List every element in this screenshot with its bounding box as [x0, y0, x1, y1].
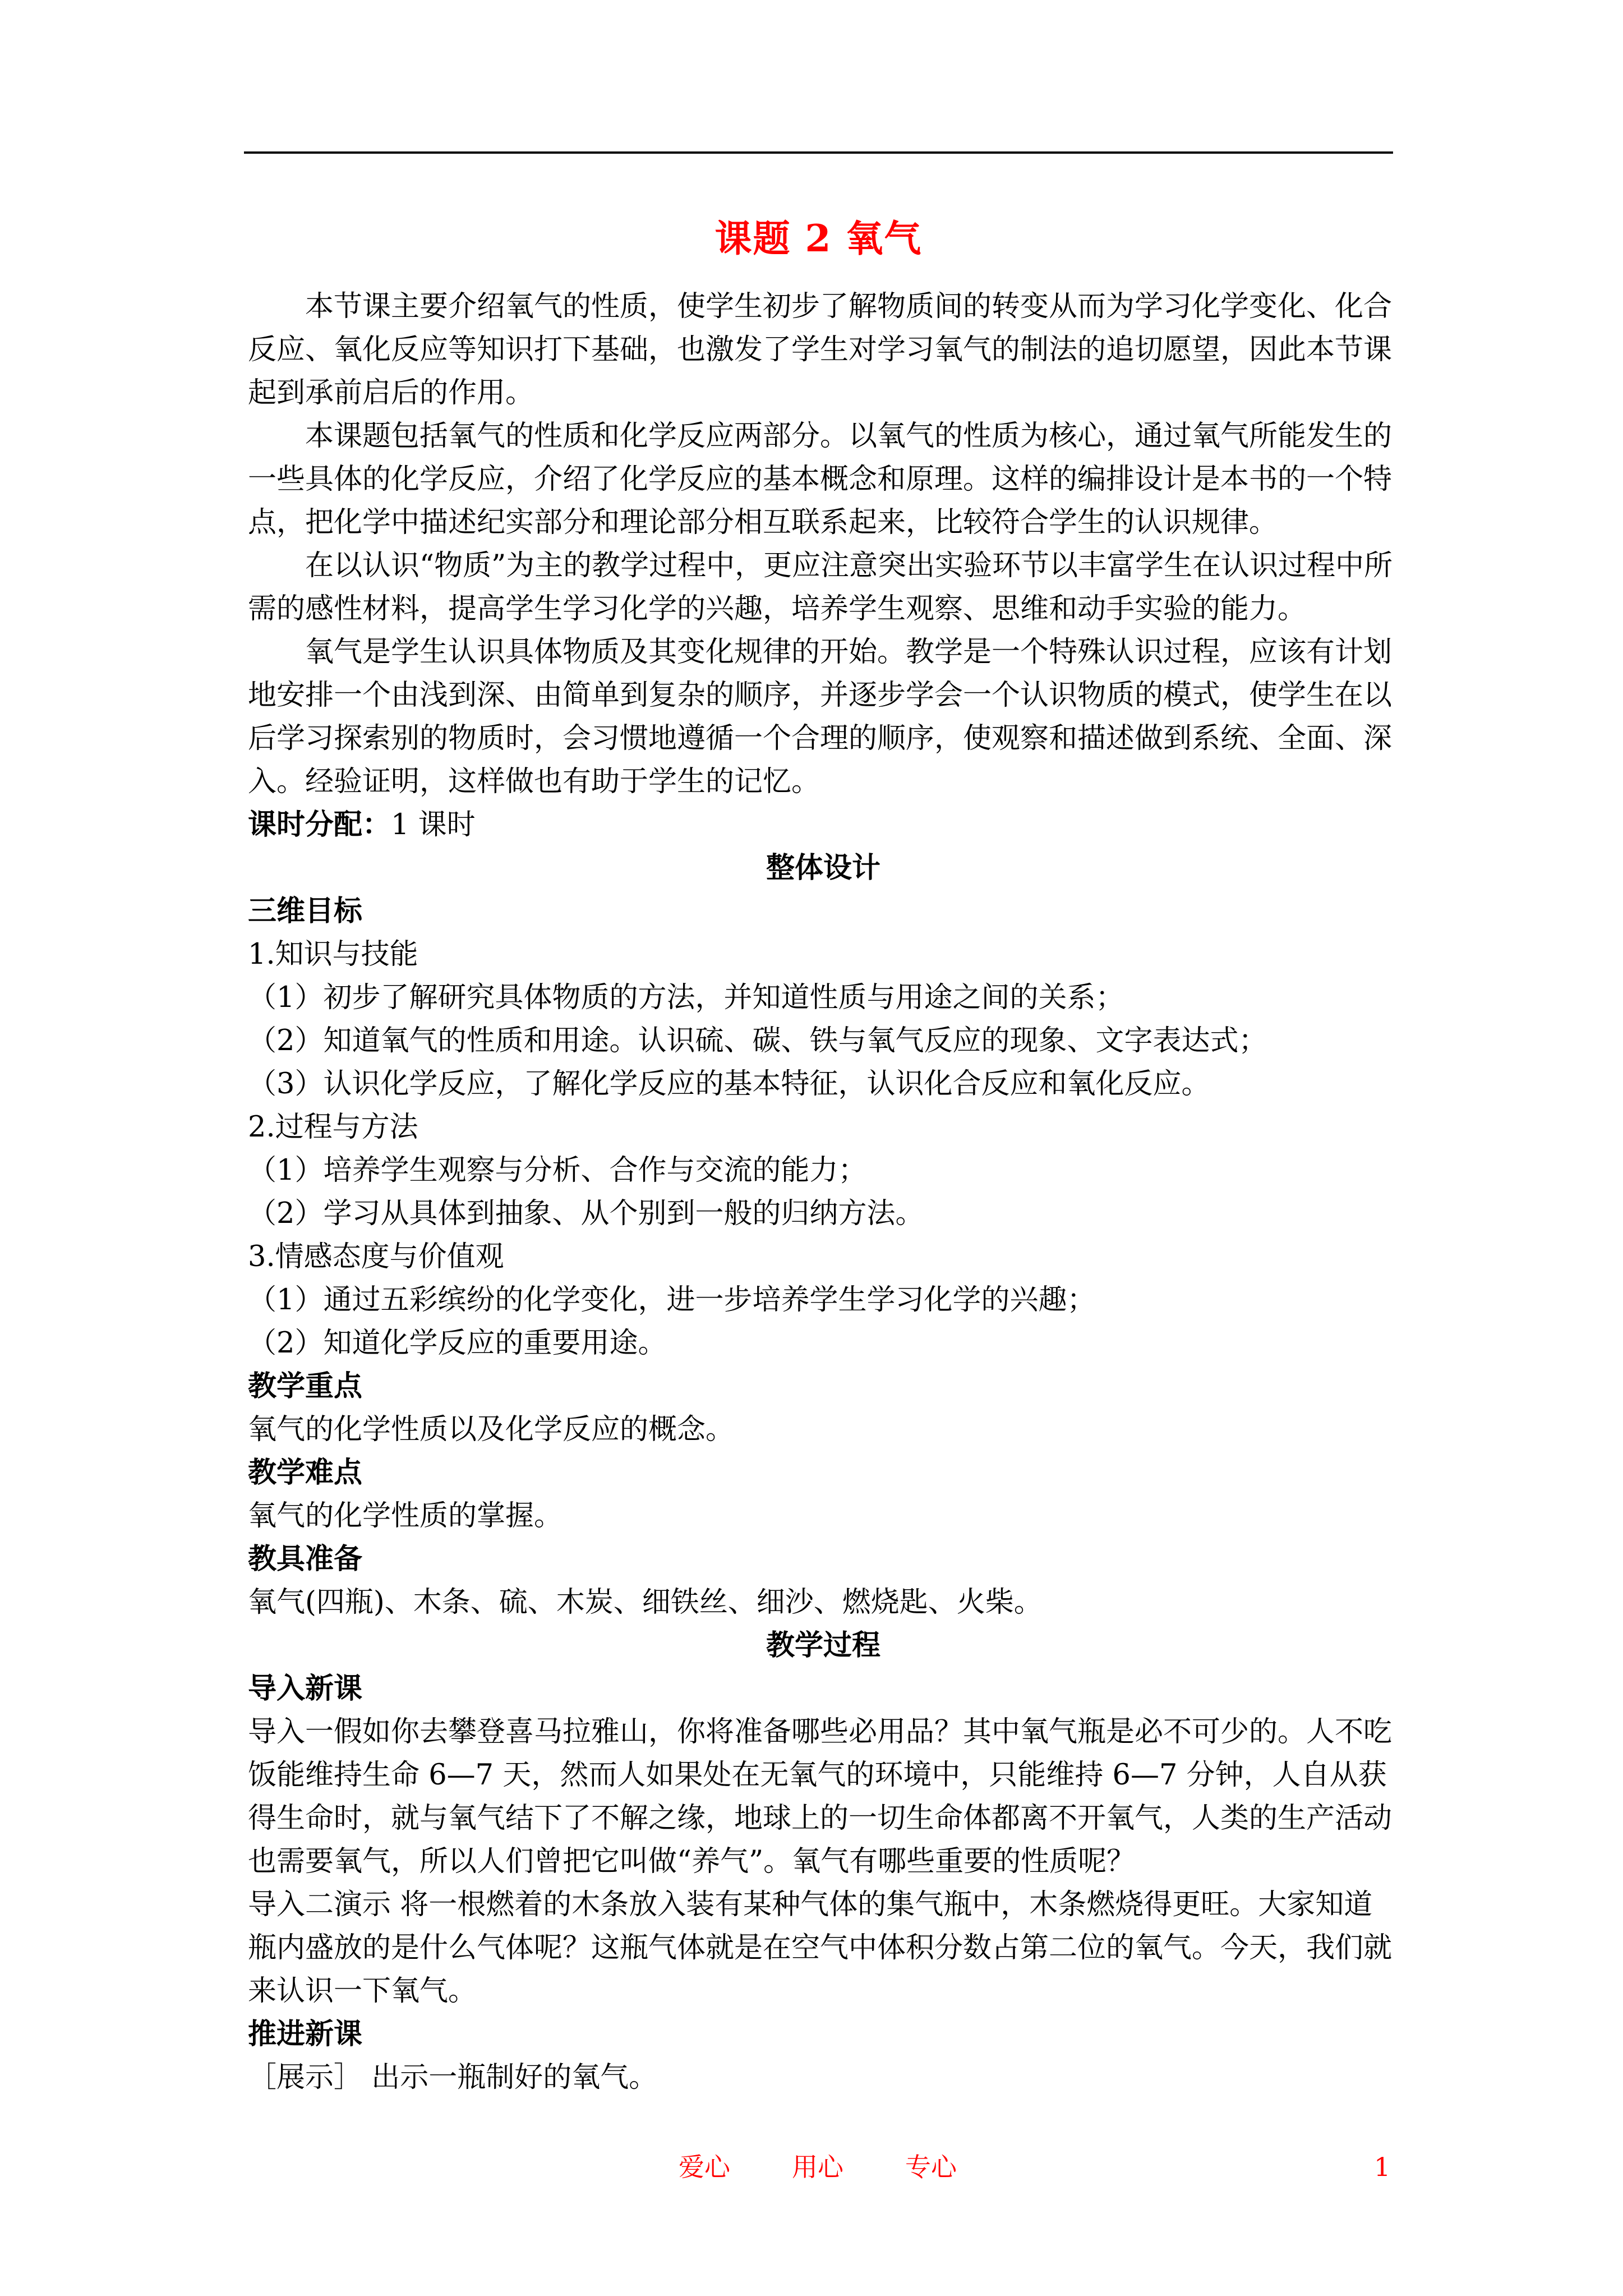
page-footer	[0, 2147, 1623, 2187]
key-point-heading: 教学重点	[248, 1369, 363, 1403]
period-label: 课时分配：	[248, 808, 391, 841]
goal1-title: 1.知识与技能	[248, 938, 418, 971]
goals-heading: 三维目标	[248, 894, 363, 928]
materials-heading: 教具准备	[248, 1542, 363, 1576]
document-body	[248, 285, 1399, 2099]
header-rule	[244, 151, 1393, 154]
goal1-item: （2）知道氧气的性质和用途。认识硫、碳、铁与氧气反应的现象、文字表达式；	[248, 1024, 1267, 1057]
page-title: 课题 2 氧气	[714, 217, 923, 260]
intro-paragraph-4: 氧气是学生认识具体物质及其变化规律的开始。教学是一个特殊认识过程，应该有计划地安排一个由浅到深、由简单到复杂的顺序，并逐步学会一个认识物质的模式，使学生在以后学习探索别的物质时，会习惯地遵循一个合理的顺序，使观察和描述做到系统、全面、深入。经验证明，这样做也有助于学生的记忆。	[248, 636, 1393, 798]
intro-paragraph-3: 在以认识“物质”为主的教学过程中，更应注意突出实验环节以丰富学生在认识过程中所需的感性材料，提高学生学习化学的兴趣，培养学生观察、思维和动手实验的能力。	[248, 549, 1393, 625]
materials-text: 氧气(四瓶)、木条、硫、木炭、细铁丝、细沙、燃烧匙、火柴。	[248, 1586, 1043, 1619]
key-point-text: 氧气的化学性质以及化学反应的概念。	[248, 1413, 735, 1446]
show-line: ［展示］ 出示一瓶制好的氧气。	[248, 2061, 658, 2094]
goal2-item: （2）学习从具体到抽象、从个别到一般的归纳方法。	[248, 1197, 924, 1230]
intro-two-paragraph: 导入二演示 将一根燃着的木条放入装有某种气体的集气瓶中，木条燃烧得更旺。大家知道瓶内盛放的是什么气体呢？这瓶气体就是在空气中体积分数占第二位的氧气。今天，我们就来认识一下氧气。	[248, 1888, 1393, 2008]
goal1-item: （3）认识化学反应，了解化学反应的基本特征，认识化合反应和氧化反应。	[248, 1068, 1210, 1101]
goal3-item: （1）通过五彩缤纷的化学变化，进一步培养学生学习化学的兴趣；	[248, 1283, 1096, 1317]
goal2-item: （1）培养学生观察与分析、合作与交流的能力；	[248, 1154, 867, 1187]
goal1-item: （1）初步了解研究具体物质的方法，并知道性质与用途之间的关系；	[248, 981, 1124, 1014]
advance-heading: 推进新课	[248, 2017, 363, 2051]
overall-design-heading: 整体设计	[766, 851, 880, 885]
intro-paragraph-1: 本节课主要介绍氧气的性质，使学生初步了解物质间的转变从而为学习化学变化、化合反应、氧化反应等知识打下基础，也激发了学生对学习氧气的制法的追切愿望，因此本节课起到承前启后的作用。	[248, 290, 1393, 409]
footer-slogan-1: 爱心	[679, 2152, 730, 2182]
intro-new-heading: 导入新课	[248, 1672, 363, 1705]
intro-paragraph-2: 本课题包括氧气的性质和化学反应两部分。以氧气的性质为核心，通过氧气所能发生的一些具体的化学反应，介绍了化学反应的基本概念和原理。这样的编排设计是本书的一个特点，把化学中描述纪实部分和理论部分相互联系起来，比较符合学生的认识规律。	[248, 420, 1393, 539]
intro-one-paragraph: 导入一假如你去攀登喜马拉雅山，你将准备哪些必用品？其中氧气瓶是必不可少的。人不吃饭能维持生命 6—7 天，然而人如果处在无氧气的环境中，只能维持 6—7 分钟，人自从获得生命时，就与氧气结下了不解之缘，地球上的一切生命体都离不开氧气，人类的生产活动也需要氧气，所以人们曾把它叫做“养气”。氧气有哪些重要的性质呢？	[248, 1715, 1393, 1878]
page-number: 1	[1374, 2152, 1391, 2182]
goal3-item: （2）知道化学反应的重要用途。	[248, 1327, 667, 1360]
footer-slogan-2: 用心	[792, 2152, 843, 2182]
difficulty-text: 氧气的化学性质的掌握。	[248, 1499, 563, 1533]
process-heading: 教学过程	[766, 1628, 880, 1662]
difficulty-heading: 教学难点	[248, 1456, 363, 1489]
footer-slogan	[679, 2147, 1018, 2187]
period-value: 1 课时	[391, 808, 476, 841]
goal3-title: 3.情感态度与价值观	[248, 1240, 504, 1273]
footer-slogan-3: 专心	[905, 2152, 957, 2182]
goal2-title: 2.过程与方法	[248, 1111, 418, 1144]
period-line	[248, 803, 1399, 846]
